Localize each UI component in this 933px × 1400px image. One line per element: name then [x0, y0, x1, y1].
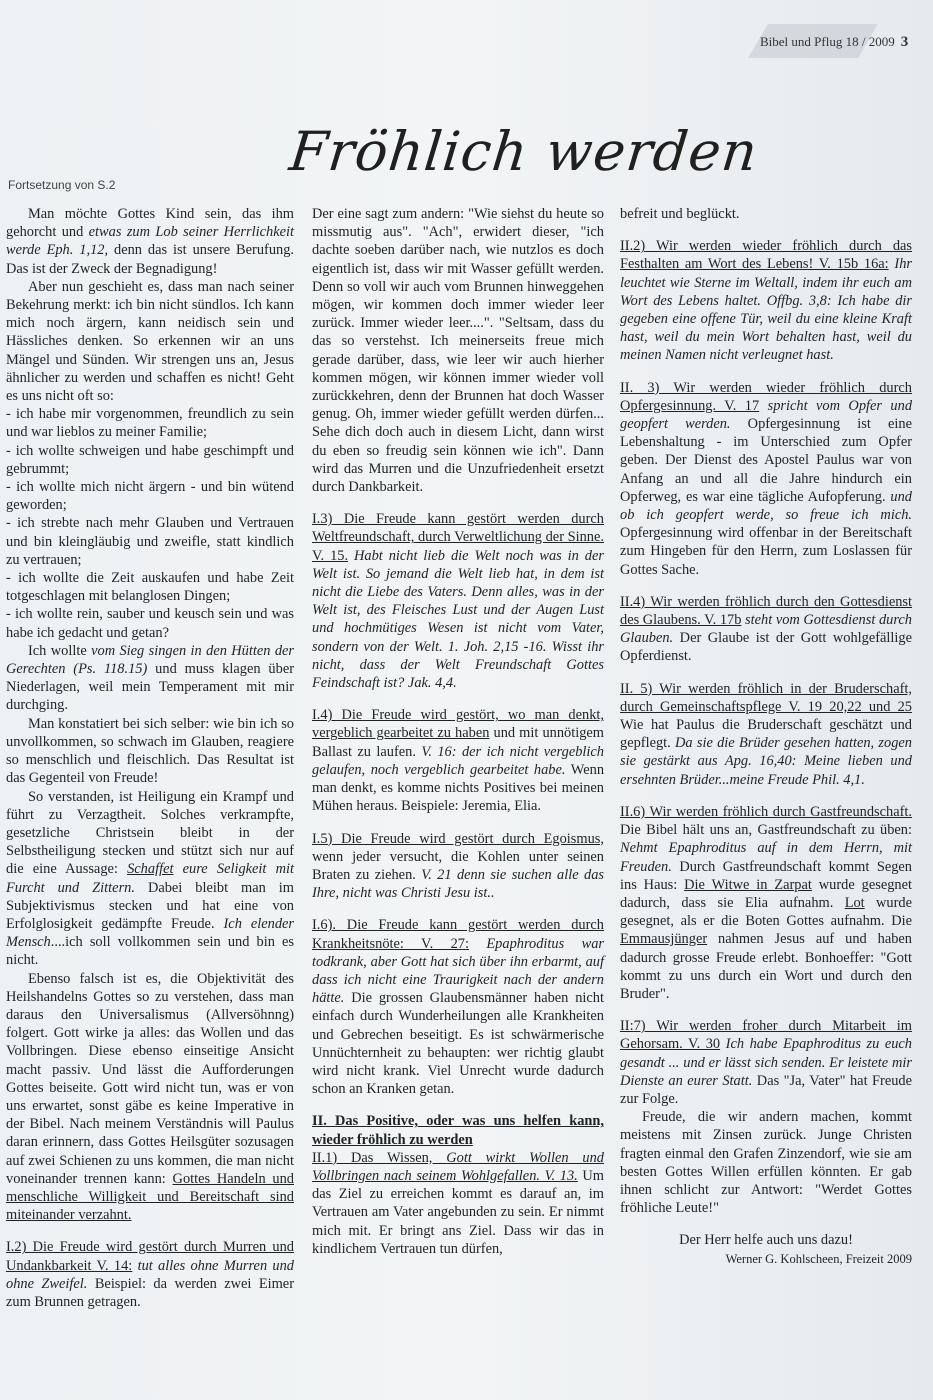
section-2-5: II. 5) Wir werden fröhlich in der Bruderschaft, durch Gemeinschaftspflege V. 19 20,22 und 25 Wie hat Paulus die Bruderschaft geschätzt und gepflegt. Da sie die Brüder gesehen hatten, zogen sie gestärkt aus Apg. 16,40: Meine lieben und ersehnten Brüder...meine Freude Phil. 4,1.: [620, 680, 912, 788]
section-2-4: II.4) Wir werden fröhlich durch den Gottesdienst des Glaubens. V. 17b steht vom Gottesdienst durch Glauben. Der Glaube ist der Gott wohlgefällige Opferdienst.: [620, 593, 912, 665]
paragraph: befreit und beglückt.: [620, 206, 740, 222]
section-2-heading: II. Das Positive, oder was uns helfen kann, wieder fröhlich zu werden: [312, 1113, 604, 1148]
paragraph: Man möchte Gottes Kind sein, das ihm gehorcht und etwas zum Lob seiner Herrlichkeit werde Eph. 1,12, denn das ist unsere Berufung. Das ist der Zweck der Begnadigung!: [6, 206, 295, 277]
list-item: - ich wollte die Zeit auskaufen und habe Zeit totgeschlagen mit belanglosen Dingen;: [6, 570, 294, 605]
dash-list: [6, 405, 294, 642]
header-publication: [760, 34, 908, 51]
paragraph: Der eine sagt zum andern: "Wie siehst du heute so missmutig aus". "Ach", erwidert dieser, "ich dachte soeben darüber nach, wie nutzlos es doch eigentlich ist, dass wir mit Wasser gefüllt werden. Denn so voll wir auch vom Brunnen hinweggehen mögen, wir kommen doch immer wieder leer zurück. Immer wieder leer....". "Seltsam, dass du das so verstehst. Ich meinerseits freue mich gerade darüber, dass, wie leer wir auch hierher kommen mögen, wir können immer wieder voll zurückkehren, denn der Brunnen hat doch Wasser genug. Oh, immer wieder gefüllt werden dürfen... Sehe dich doch auch in diesem Licht, dann wirst du eben so freudig sein können wie ich". Dann wird das Murren und die Unzufriedenheit ersetzt durch Dankbarkeit.: [312, 206, 604, 496]
section-2-7: II:7) Wir werden froher durch Mitarbeit im Gehorsam. V. 30 Ich habe Epaphroditus zu euch gesandt ... und er lässt sich senden. Er leistete mir Dienste an eurer Statt. Das "Ja, Vater" hat Freude zur Folge.: [620, 1018, 912, 1107]
section-2-1: II.1) Das Wissen, Gott wirkt Wollen und Vollbringen nach seinem Wohlgefallen. V. 13. Um das Ziel zu erreichen kommt es darauf an, im Vertrauen am Vater angebunden zu sein. Er nimmt mich mit. Er bringt ans Ziel. Dass wir das in kindlichem Vertrauen tun dürfen,: [312, 1149, 604, 1257]
list-item: - ich strebte nach mehr Glauben und Vertrauen und bin kleingläubig und zweifle, statt kindlich zu vertrauen;: [6, 515, 294, 568]
paragraph: Man konstatiert bei sich selber: wie bin ich so unvollkommen, so schwach im Glauben, reagiere so menschlich und fleischlich. Das Resultat ist das Gegenteil von Freude!: [6, 715, 294, 787]
paragraph: Aber nun geschieht es, dass man nach seiner Bekehrung merkt: ich bin nicht sündlos. Ich kann mich noch ärgern, kann neidisch sein und Hässliches denken. So erkennen wir an uns Mängel und Sünden. Wir strengen uns an, Jesus ähnlicher zu werden und schaffen es nicht! Geht es uns nicht oft so:: [6, 278, 294, 405]
page-number: 3: [900, 34, 909, 50]
section-1-5: I.5) Die Freude wird gestört durch Egoismus, wenn jeder versucht, die Kohlen unter seinen Braten zu ziehen. V. 21 denn sie suchen alle das Ihre, nicht was Christi Jesu ist..: [312, 830, 605, 902]
list-item: - ich habe mir vorgenommen, freundlich zu sein und war lieblos zu meiner Familie;: [6, 406, 294, 441]
publication-label: Bibel und Pflug 18 / 2009: [760, 34, 895, 49]
paragraph: So verstanden, ist Heiligung ein Krampf und führt zu Verzagtheit. Solches verkrampfte, gesetzliche Christsein bleibt in der Selbstheiligung stecken und stützt sich nur auf die eine Aussage: Schaffet eure Seligkeit mit Furcht und Zittern. Dabei bleibt man im Subjektivismus stecken und hat eine von Erfolglosigkeit gedämpfte Freude. Ich elender Mensch....ich soll vollkommen sein und bin es nicht.: [6, 788, 295, 969]
section-2-2: II.2) Wir werden wieder fröhlich durch das Festhalten am Wort des Lebens! V. 15b 16a: Ihr leuchtet wie Sterne im Weltall, indem ihr euch am Wort des Lebens haltet. Offbg. 3,8: Ich habe dir gegeben eine offene Tür, weil du eine kleine Kraft hast, weil du mein Wort behalten hast, weil du meinen Namen nicht verleugnet hast.: [620, 238, 912, 364]
list-item: - ich wollte rein, sauber und keusch sein und was habe ich gedacht und getan?: [6, 606, 294, 641]
section-1-4: I.4) Die Freude wird gestört, wo man denkt, vergeblich gearbeitet zu haben und mit unnötigem Ballast zu laufen. V. 16: der ich nicht vergeblich gelaufen, noch vergeblich gearbeitet habe. Wenn man denkt, es komme nichts Positives bei meinen Mühen heraus. Beispiele: Jeremia, Elia.: [312, 707, 605, 815]
paragraph: Freude, die wir andern machen, kommt meistens mit Zinsen zurück. Junge Christen fragten einmal den Grafen Zinzendorf, wie sie am besten Gottes Willen erfüllen könnten. Er gab ihnen schlicht zur Antwort: "Werdet Gottes fröhliche Leute!": [620, 1109, 912, 1217]
section-1-6: I.6). Die Freude kann gestört werden durch Krankheitsnöte: V. 27: Epaphroditus war todkrank, aber Gott hat sich über ihn erbarmt, auf dass ich nicht eine Traurigkeit nach der andern hätte. Die grossen Glaubensmänner haben nicht einfach durch Wunderheilungen alle Krankheiten und Gebrechen beseitigt. Es ist schwärmerische Unnüchternheit zu behaupten: wer richtig glaubt wird nicht krank. Viel Unrecht wurde dadurch schon an Kranken getan.: [312, 917, 604, 1098]
section-2-6: II.6) Wir werden fröhlich durch Gastfreundschaft. Die Bibel hält uns an, Gastfreundschaft zu üben: Nehmt Epaphroditus auf in dem Herrn, mit Freuden. Durch Gastfreundschaft kommt Segen ins Haus: Die Witwe in Zarpat wurde gesegnet dadurch, dass sie Elia aufnahm. Lot wurde gesegnet, als er die Boten Gottes aufnahm. Die Emmausjünger nahmen Jesus auf und haben dadurch grosse Freude erlebt. Bonhoeffer: "Gott kommt zu uns durch ein Wort und durch den Bruder".: [620, 803, 913, 1002]
section-1-2: I.2) Die Freude wird gestört durch Murren und Undankbarkeit V. 14: tut alles ohne Murren und ohne Zweifel. Beispiel: da werden zwei Eimer zum Brunnen getragen.: [6, 1239, 294, 1310]
paragraph: Ich wollte vom Sieg singen in den Hütten der Gerechten (Ps. 118.15) und muss klagen über Niederlagen, weil mein Temperament mit mir durchging.: [6, 642, 295, 714]
header-badge: [730, 22, 930, 62]
article-title: Fröhlich werden: [286, 120, 761, 183]
column-1: [6, 205, 294, 1311]
column-3: [620, 205, 912, 1268]
author-signature: Werner G. Kohlscheen, Freizeit 2009: [725, 1251, 912, 1266]
continuation-note: Fortsetzung von S.2: [8, 178, 116, 192]
closing-line: Der Herr helfe auch uns dazu!: [679, 1232, 853, 1249]
column-2: [312, 205, 604, 1258]
section-2-3: II. 3) Wir werden wieder fröhlich durch Opfergesinnung. V. 17 spricht vom Opfer und geopfert werden. Opfergesinnung ist eine Lebenshaltung - im Unterschied zum Opfer geben. Der Dienst des Apostel Paulus war von Anfang an und all die Jahre hindurch ein Opferweg, es war eine tägliche Aufopferung. und ob ich geopfert werde, so freue ich mich. Opfergesinnung wird offenbar in der Bereitschaft zum Hingeben für den Herrn, zum Loslassen für Gottes Sache.: [620, 379, 913, 578]
section-1-3: I.3) Die Freude kann gestört werden durch Weltfreundschaft, durch Verweltlichung der Sinne. V. 15. Habt nicht lieb die Welt noch was in der Welt ist. So jemand die Welt lieb hat, in dem ist nicht die Liebe des Vaters. Denn alles, was in der Welt ist, des Fleisches Lust und der Augen Lust und hochmütiges Wesen ist nicht vom Vater, sondern von der Welt. 1. Joh. 2,15 -16. Wisst ihr nicht, dass der Welt Freundschaft Gottes Feindschaft ist? Jak. 4,4.: [312, 511, 604, 692]
list-item: - ich wollte schweigen und habe geschimpft und gebrummt;: [6, 442, 294, 477]
list-item: - ich wollte mich nicht ärgern - und bin wütend geworden;: [6, 479, 294, 514]
paragraph: Ebenso falsch ist es, die Objektivität des Heilshandelns Gottes so zu verstehen, dass man daraus den Universalismus (Allversöhnng) folgert. Gott wirke ja alles: das Wollen und das Vollbringen. Diese ebenso einseitige Ansicht macht passiv. Und lässt die Aufforderungen Gottes beiseite. Gott wird nicht tun, was er von uns erwartet, sonst gäbe es keine Imperative in der Bibel. Nach meinem Verständnis will Paulus daran erinnern, dass Gottes Heilsgüter sozusagen auf zwei Schienen zu uns kommen, die man nicht voneinander trennen kann: Gottes Handeln und menschliche Willigkeit und Bereitschaft sind miteinander verzahnt.: [6, 970, 294, 1224]
